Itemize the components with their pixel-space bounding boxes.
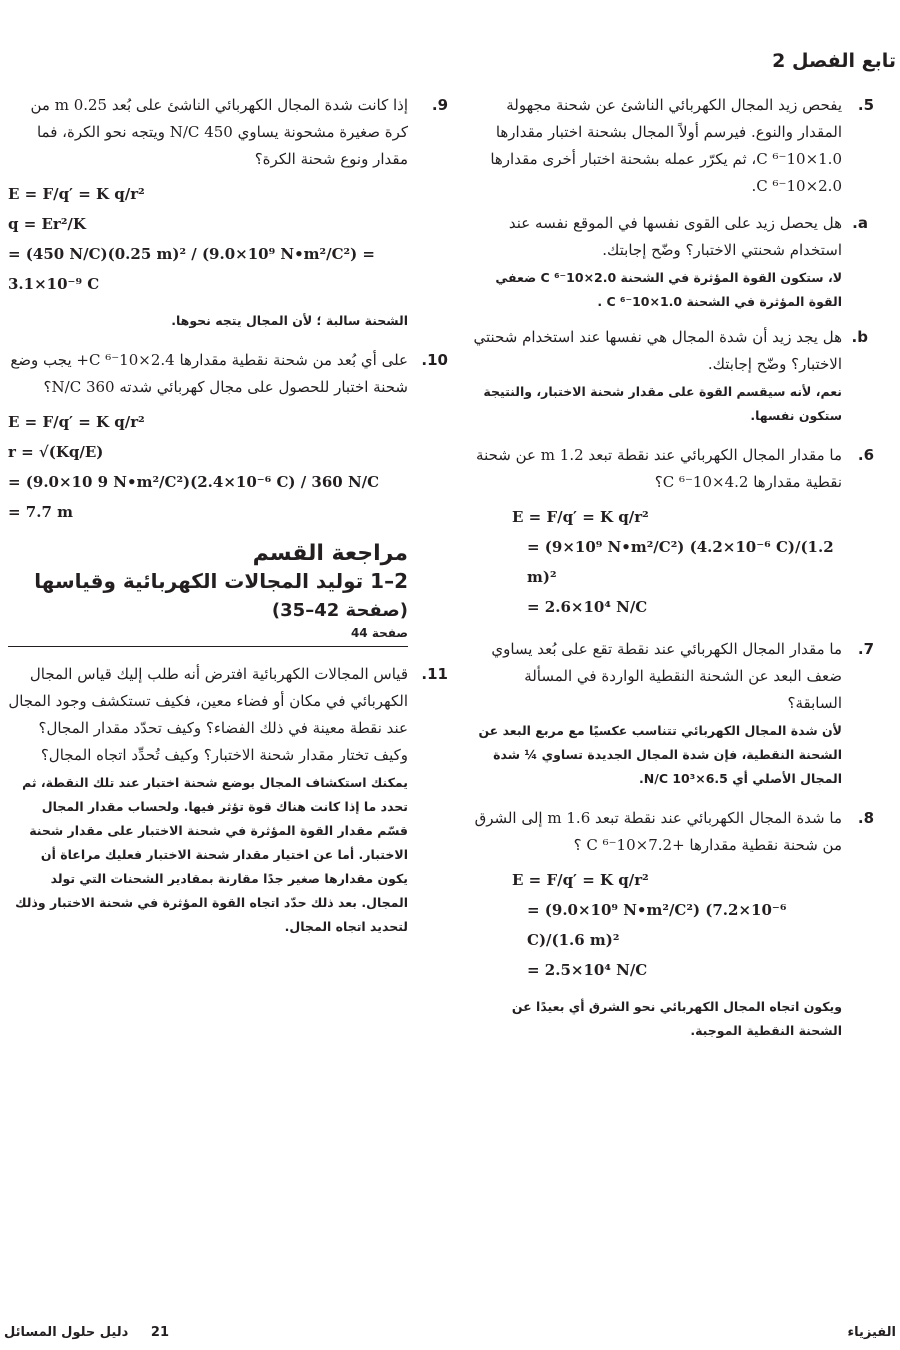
equation-block xyxy=(472,865,842,985)
problem-number: 8. xyxy=(857,809,874,827)
equation: = (9×10⁹ N•m²/C²) (4.2×10⁻⁶ C)/(1.2 m)² xyxy=(527,538,834,586)
problem-number: 9. xyxy=(431,96,448,114)
equation: = (9.0×10 9 N•m²/C²)(2.4×10⁻⁶ C) / 360 N/C xyxy=(8,473,380,491)
footer-book-label: دليل حلول المسائل xyxy=(4,1325,129,1340)
equation: E = F/q′ = K q/r² xyxy=(8,185,145,203)
problem-number: 10. xyxy=(421,351,448,369)
problem-11 xyxy=(8,661,448,939)
page-reference: صفحة 44 xyxy=(350,626,408,640)
answer-text: الشحنة سالبة ؛ لأن المجال يتجه نحوها. xyxy=(171,313,408,328)
problem-text: يفحص زيد المجال الكهربائي الناشئ عن شحنة مجهولة المقدار والنوع. فيرسم أولاً المجال بشحنة اختبار مقدارها 1.0×10⁻⁶ C، ثم يكرّر عمله بشحنة اختبار أخرى مقدارها 2.0×10⁻⁶ C. xyxy=(490,96,842,195)
problem-number: 6. xyxy=(857,446,874,464)
subquestion-a xyxy=(472,210,868,264)
equation: = (9.0×10⁹ N•m²/C²) (7.2×10⁻⁶ C)/(1.6 m)² xyxy=(527,901,787,949)
problem-number: 11. xyxy=(421,665,448,683)
problem-text: ما شدة المجال الكهربائي عند نقطة تبعد 1.6 m إلى الشرق من شحنة نقطية مقدارها +7.2×10⁻⁶ C ؟ xyxy=(474,809,842,854)
problem-8 xyxy=(472,805,874,1043)
equation: = (450 N/C)(0.25 m)² / (9.0×10⁹ N•m²/C²) = 3.1×10⁻⁹ C xyxy=(8,245,376,293)
equation-block xyxy=(8,407,408,527)
equation: E = F/q′ = K q/r² xyxy=(512,508,649,526)
equation: = 2.5×10⁴ N/C xyxy=(527,961,648,979)
left-column xyxy=(8,92,448,953)
subquestion-text: هل يجد زيد أن شدة المجال هي نفسها عند استخدام شحنتي الاختبار؟ وضّح إجابتك. xyxy=(473,328,842,373)
section-review xyxy=(8,541,408,647)
subquestion-label: a. xyxy=(852,214,868,232)
problem-text: إذا كانت شدة المجال الكهربائي الناشئ على بُعد 0.25 m من كرة صغيرة مشحونة يساوي 450 N/C ويتجه نحو الكرة، فما مقدار ونوع شحنة الكرة؟ xyxy=(30,96,408,168)
equation: = 7.7 m xyxy=(8,503,73,521)
problem-6 xyxy=(472,442,874,622)
chapter-header: تابع الفصل 2 xyxy=(772,50,896,72)
problem-text: على أي بُعد من شحنة نقطية مقدارها 2.4×10⁻⁶ C+ يجب وضع شحنة اختبار للحصول على مجال كهربائي شدته 360 N/C؟ xyxy=(10,351,408,396)
equation: r = √(Kq/E) xyxy=(8,443,104,461)
problem-text: قياس المجالات الكهربائية افترض أنه طلب إليك قياس المجال الكهربائي في مكان أو فضاء معين، فكيف تستكشف وجود المجال عند نقطة معينة في ذلك الفضاء؟ وكيف تحدّد مقدار المجال؟ وكيف تختار مقدار شحنة الاختبار؟ وكيف تُحدِّد اتجاه المجال؟ xyxy=(8,665,408,764)
answer-text: ويكون اتجاه المجال الكهربائي نحو الشرق أي بعيدًا عن الشحنة النقطية الموجبة. xyxy=(511,999,842,1038)
problem-7 xyxy=(472,636,874,791)
section-review-pages: (صفحة 42–35) xyxy=(271,600,408,621)
equation: E = F/q′ = K q/r² xyxy=(512,871,649,889)
subquestion-label: b. xyxy=(851,328,868,346)
footer-subject: الفيزياء xyxy=(847,1325,896,1340)
problem-number: 5. xyxy=(857,96,874,114)
footer-page-number: 21 xyxy=(150,1325,170,1340)
answer-text: لا، ستكون القوة المؤثرة في الشحنة 2.0×10⁻⁶ C ضعفي القوة المؤثرة في الشحنة 1.0×10⁻⁶ C . xyxy=(495,270,842,309)
right-column xyxy=(472,92,874,1057)
equation: = 2.6×10⁴ N/C xyxy=(527,598,648,616)
problem-text: ما مقدار المجال الكهربائي عند نقطة تبعد 1.2 m عن شحنة نقطية مقدارها 4.2×10⁻⁶ C؟ xyxy=(476,446,842,491)
problem-9 xyxy=(8,92,448,333)
problem-10 xyxy=(8,347,448,527)
subquestion-b xyxy=(472,324,868,378)
answer-text: يمكنك استكشاف المجال بوضع شحنة اختبار عند تلك النقطة، ثم تحدد ما إذا كانت هناك قوة تؤثر فيها. ولحساب مقدار المجال قسّم مقدار القوة المؤثرة في شحنة الاختبار على مقدار شحنة الاختبار. أما عن اختيار مقدار شحنة الاختبار فعليك مراعاة أن يكون مقدارها صغير جدًا مقارنة بمقادير الشحنات التي تولد المجال. بعد ذلك حدّد اتجاه القوة المؤثرة في شحنة الاختبار وذلك لتحديد اتجاه المجال. xyxy=(15,775,408,934)
problem-number: 7. xyxy=(857,640,874,658)
equation: q = Er²/K xyxy=(8,215,86,233)
answer-text: نعم، لأنه سيقسم القوة على مقدار شحنة الاختبار، والنتيجة ستكون نفسها. xyxy=(483,384,842,423)
problem-text: ما مقدار المجال الكهربائي عند نقطة تقع على بُعد يساوي ضعف البعد عن الشحنة النقطية الواردة في المسألة السابقة؟ xyxy=(491,640,842,712)
subquestion-text: هل يحصل زيد على القوى نفسها في الموقع نفسه عند استخدام شحنتي الاختبار؟ وضّح إجابتك. xyxy=(508,214,842,259)
equation-block xyxy=(472,502,842,622)
equation-block xyxy=(8,179,408,299)
problem-5 xyxy=(472,92,874,428)
equation: E = F/q′ = K q/r² xyxy=(8,413,145,431)
section-review-subtitle: 2–1 توليد المجالات الكهربائية وقياسها xyxy=(34,569,408,593)
answer-text: لأن شدة المجال الكهربائي تتناسب عكسيًا مع مربع البعد عن الشحنة النقطية، فإن شدة المجال الجديدة تساوي ¼ شدة المجال الأصلي أي 6.5×10³ N/C. xyxy=(478,723,842,786)
section-review-title: مراجعة القسم xyxy=(252,541,408,566)
divider xyxy=(8,646,408,647)
footer-left xyxy=(4,1325,169,1340)
